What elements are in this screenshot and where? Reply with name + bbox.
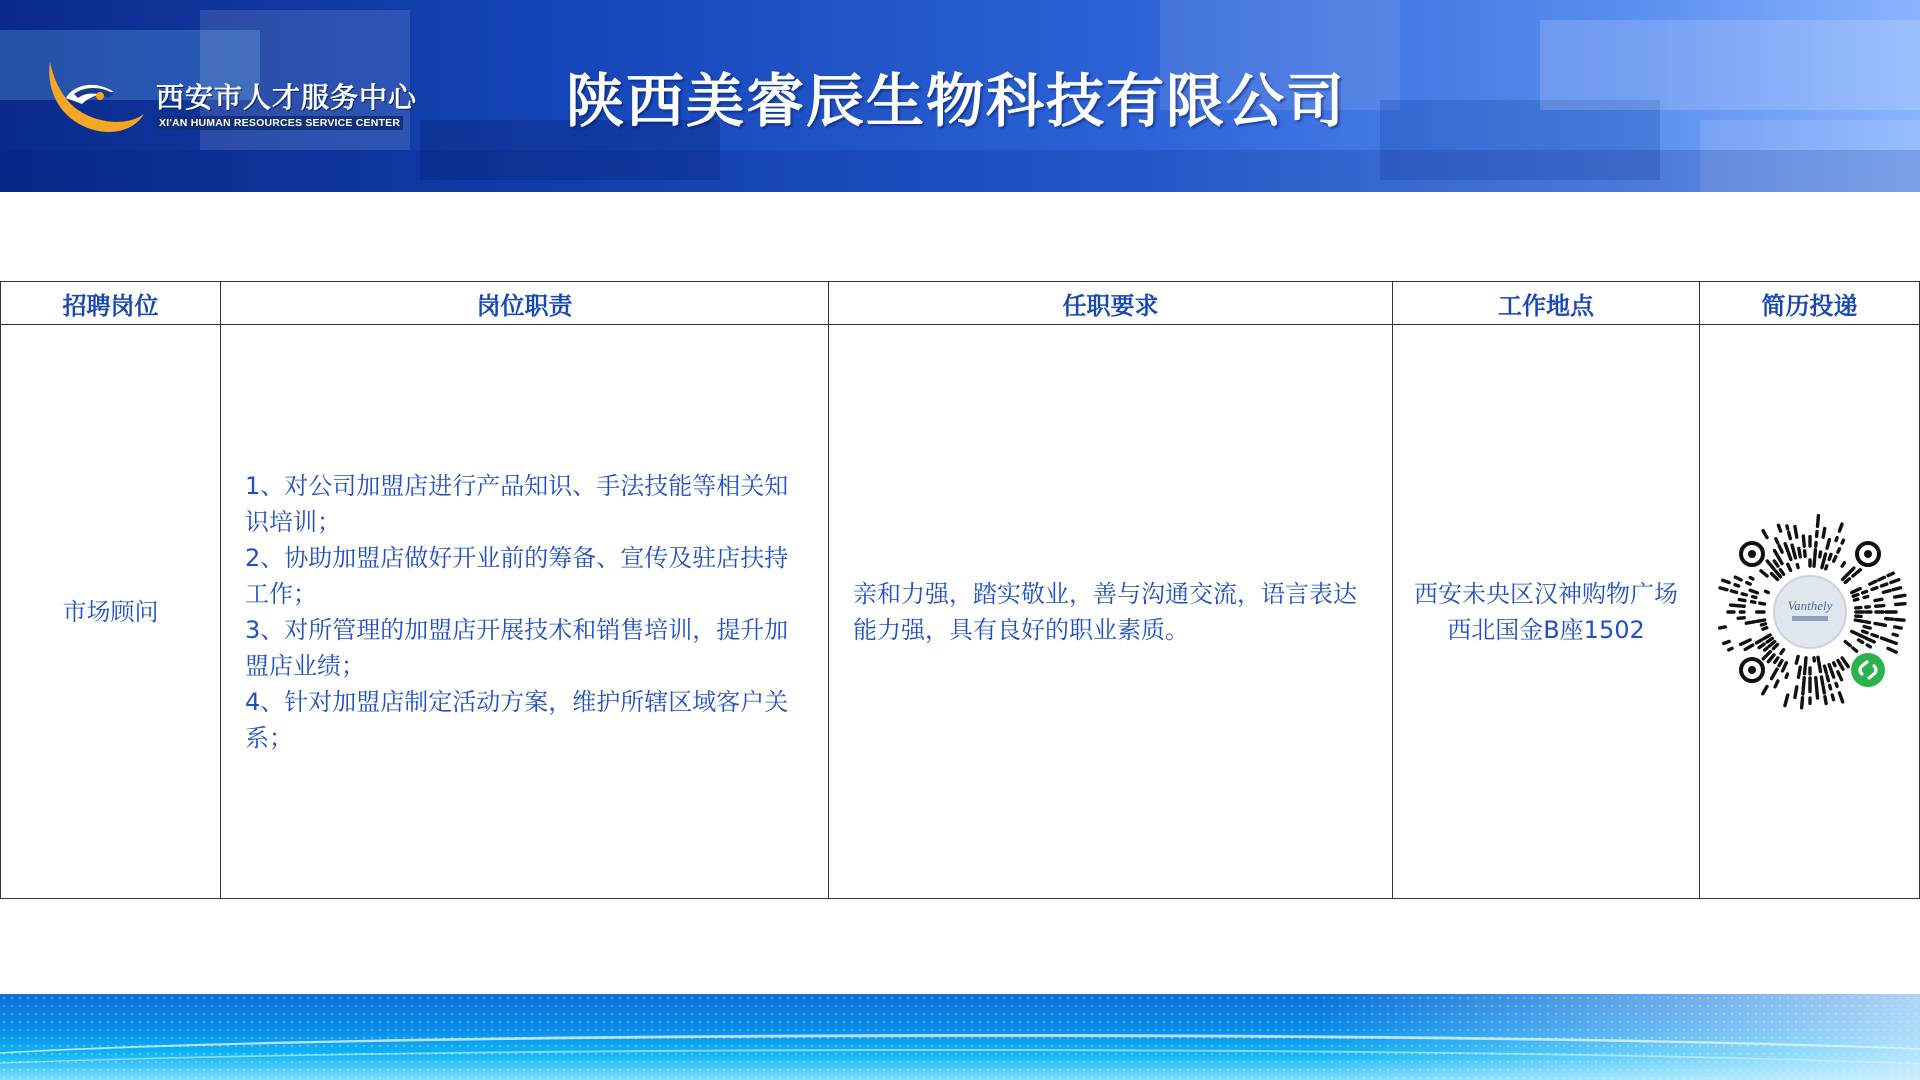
- cell-location: 西安未央区汉神购物广场西北国金B座1502: [1393, 325, 1700, 899]
- duty-item: 1、对公司加盟店进行产品知识、手法技能等相关知识培训；: [245, 471, 789, 536]
- cell-resume: [1700, 325, 1920, 899]
- company-title: 陕西美睿辰生物科技有限公司: [566, 67, 1347, 135]
- org-name-cn: 西安市人才服务中心: [156, 81, 418, 114]
- duty-item: 2、协助加盟店做好开业前的筹备、宣传及驻店扶持工作；: [245, 543, 789, 608]
- col-header-requirements: 任职要求: [829, 282, 1393, 325]
- qr-brand-text: Vanthely: [1787, 597, 1832, 613]
- col-header-location: 工作地点: [1393, 282, 1700, 325]
- footer-banner: [0, 994, 1920, 1080]
- cell-duties: [221, 325, 829, 899]
- org-logo: [44, 58, 464, 142]
- hrsc-emblem-icon: [44, 58, 148, 142]
- qr-finder-mark: [1741, 543, 1763, 565]
- wechat-mini-program-icon: [1851, 653, 1885, 687]
- col-header-position: 招聘岗位: [1, 282, 221, 325]
- org-name-en: XI'AN HUMAN RESOURCES SERVICE CENTER: [156, 116, 403, 130]
- banner-decoration: [1540, 20, 1920, 110]
- header-banner: [0, 0, 1920, 192]
- duty-item: 3、对所管理的加盟店开展技术和销售培训，提升加盟店业绩；: [245, 615, 789, 680]
- cell-requirements: 亲和力强，踏实敬业，善与沟通交流，语言表达能力强，具有良好的职业素质。: [829, 325, 1393, 899]
- footer-fade: [1320, 994, 1920, 1080]
- qr-finder-mark: [1741, 659, 1763, 681]
- qr-finder-mark: [1857, 543, 1879, 565]
- banner-decoration: [0, 150, 1920, 192]
- qr-container: [1700, 514, 1919, 710]
- mini-program-qr-icon[interactable]: [1712, 514, 1908, 710]
- col-header-duties: 岗位职责: [221, 282, 829, 325]
- table-row: [1, 325, 1920, 899]
- cell-position: 市场顾问: [1, 325, 221, 899]
- duty-item: 4、针对加盟店制定活动方案，维护所辖区域客户关系；: [245, 687, 789, 752]
- table-header-row: [1, 282, 1920, 325]
- brand-subtitle-bar: [1792, 616, 1828, 621]
- job-table: [0, 281, 1920, 899]
- col-header-resume: 简历投递: [1700, 282, 1920, 325]
